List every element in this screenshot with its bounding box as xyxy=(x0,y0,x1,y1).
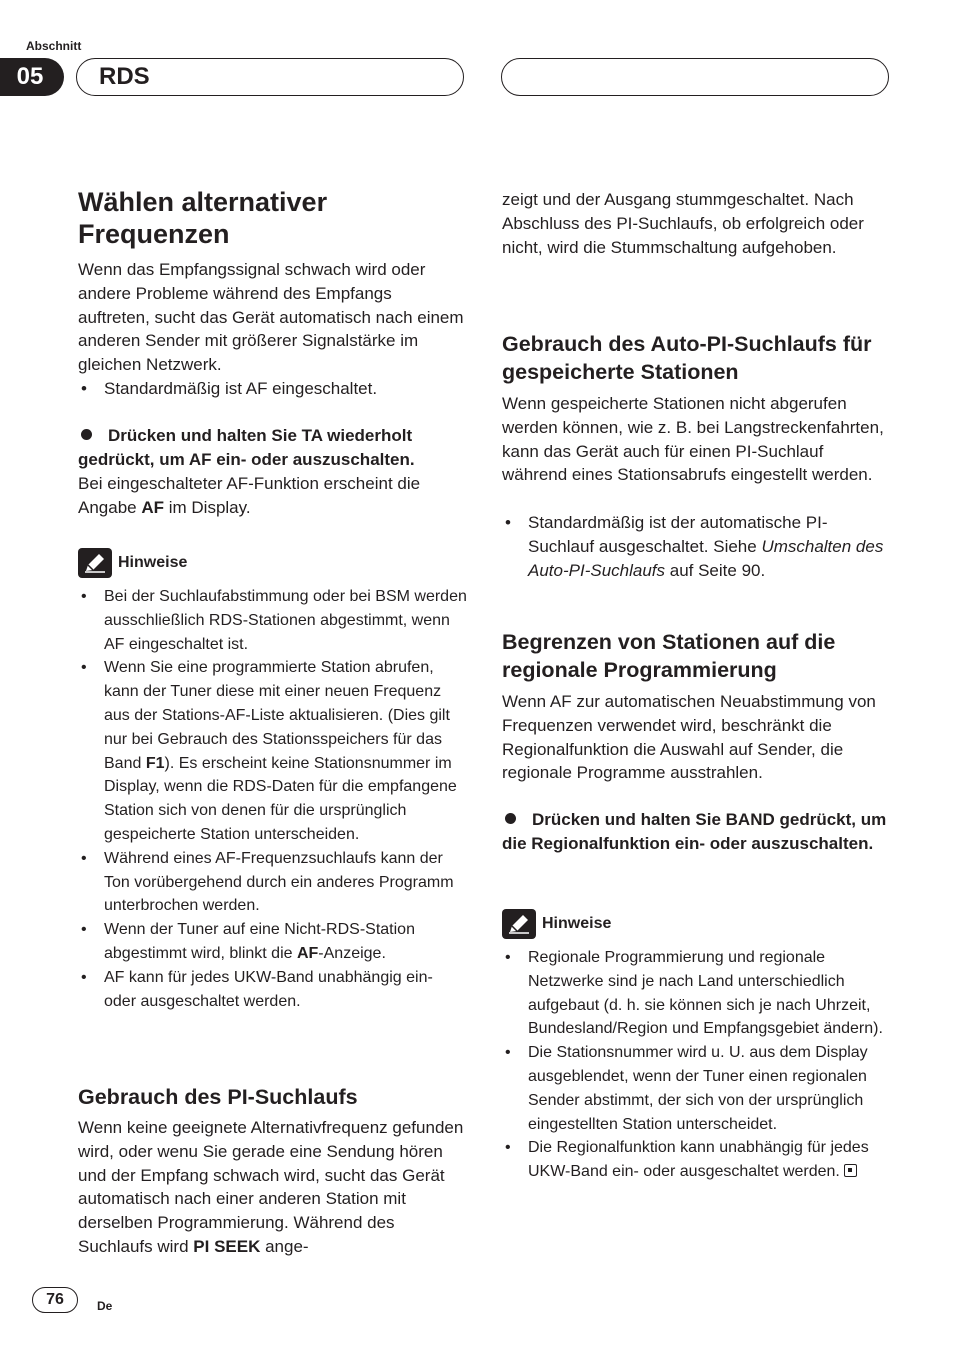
pi-search-continued: zeigt und der Ausgang stummgeschaltet. Nach Abschluss des PI-Suchlaufs, ob erfolgreich oder nicht, wird die Stummschaltung aufgehoben. xyxy=(502,190,864,257)
section-title: RDS xyxy=(99,63,150,90)
auto-pi-bullet-item: • Standardmäßig ist der automatische PI-Suchlauf ausgeschaltet. Siehe Umschalten des Auto-PI-Suchlaufs auf Seite 90. xyxy=(502,511,890,582)
cross-reference-link: Umschalten des Auto-PI-Suchlaufs xyxy=(528,536,884,580)
filled-circle-icon xyxy=(81,429,92,440)
note-item: • Wenn Sie eine programmierte Station abrufen, kann der Tuner diese mit einer neuen Frequenz aus der Stations-AF-Liste aktualisieren. (Dies gilt nur bei Gebrauch des Stationsspeichers für das Band F1). Es erscheint keine Stationsnummer im Display, wenn die RDS-Daten für die empfangene Station sich von denen für die ursprünglich gespeicherte Station unterscheiden. xyxy=(78,656,468,846)
pencil-note-icon xyxy=(502,909,536,939)
note-item: • Bei der Suchlaufabstimmung oder bei BSM werden ausschließlich RDS-Stationen abgestimmt, wenn AF eingeschaltet ist. xyxy=(78,585,468,656)
heading-regional: Begrenzen von Stationen auf die regionale Programmierung xyxy=(502,630,836,682)
alt-bullet-list xyxy=(78,377,468,401)
notes-header xyxy=(78,548,187,578)
language-code: De xyxy=(97,1299,113,1313)
alt-bullet-item: • Standardmäßig ist AF eingeschaltet. xyxy=(78,377,468,401)
end-square-icon xyxy=(844,1164,857,1177)
alt-step-instruction: Drücken und halten Sie TA wiederholt gedrückt, um AF ein- oder auszuschalten. xyxy=(78,426,415,469)
note-item: • Wenn der Tuner auf eine Nicht-RDS-Station abgestimmt wird, blinkt die AF-Anzeige. xyxy=(78,918,468,966)
note-item: • Die Regionalfunktion kann unabhängig für jedes UKW-Band ein- oder ausgeschaltet werden. xyxy=(502,1136,890,1184)
regional-step-instruction: Drücken und halten Sie BAND gedrückt, um die Regionalfunktion ein- oder auszuschalten. xyxy=(502,810,887,853)
note-item: • Die Stationsnummer wird u. U. aus dem Display ausgeblendet, wenn der Tuner einen regionalen Sender abstimmt, der sich von der ursprünglich eingestellten Station unterscheidet. xyxy=(502,1041,890,1136)
section-label: Abschnitt xyxy=(26,39,82,53)
notes-title: Hinweise xyxy=(542,915,612,932)
section-title-box xyxy=(76,58,464,96)
notes-header xyxy=(502,909,611,939)
pi-search-text: Wenn keine geeignete Alternativfrequenz gefunden wird, oder wenu Sie gerade eine Sendung hören und der Empfang schwach wird, sucht das Gerät automatisch nach einer anderen Station mit derselben Programmierung. Während des Suchlaufs wird PI SEEK ange- xyxy=(78,1118,464,1256)
auto-pi-bullet-list xyxy=(502,511,890,582)
auto-pi-text: Wenn gespeicherte Stationen nicht abgerufen werden können, wie z. B. bei Langstreckenfahrten, kann das Gerät auch für einen PI-Suchlauf während eines Stationsabrufs eingestellt werden. xyxy=(502,394,884,485)
section-number: 05 xyxy=(0,58,64,96)
heading-auto-pi: Gebrauch des Auto-PI-Suchlaufs für gespeicherte Stationen xyxy=(502,332,872,384)
left-notes-list xyxy=(78,585,468,1013)
alt-intro-text: Wenn das Empfangssignal schwach wird oder andere Probleme während des Empfangs auftreten, sucht das Gerät automatisch nach einem anderen Sender mit größerer Signalstärke im gleichen Netzwerk. xyxy=(78,260,464,375)
notes-title: Hinweise xyxy=(118,554,188,571)
regional-text: Wenn AF zur automatischen Neuabstimmung von Frequenzen verwendet wird, beschränkt die Regionalfunktion die Auswahl auf Sender, die regionale Programme ausstrahlen. xyxy=(502,692,876,783)
heading-pi-search: Gebrauch des PI-Suchlaufs xyxy=(78,1085,358,1109)
right-notes-list xyxy=(502,946,890,1184)
note-item: • AF kann für jedes UKW-Band unabhängig ein- oder ausgeschaltet werden. xyxy=(78,966,468,1014)
page-number: 76 xyxy=(32,1287,78,1313)
header-empty-box xyxy=(501,58,889,96)
note-item: • Während eines AF-Frequenzsuchlaufs kann der Ton vorübergehend durch ein anderes Programm unterbrochen werden. xyxy=(78,847,468,918)
filled-circle-icon xyxy=(505,813,516,824)
alt-after-text: Bei eingeschalteter AF-Funktion erscheint die Angabe AF im Display. xyxy=(78,474,421,517)
pencil-note-icon xyxy=(78,548,112,578)
note-item: • Regionale Programmierung und regionale Netzwerke sind je nach Land unterschiedlich aufgebaut (d. h. sie können sich je nach Uhrzeit, Bundesland/Region und Empfangsgebiet ändern). xyxy=(502,946,890,1041)
heading-alternative-frequencies: Wählen alternativer Frequenzen xyxy=(78,187,328,249)
